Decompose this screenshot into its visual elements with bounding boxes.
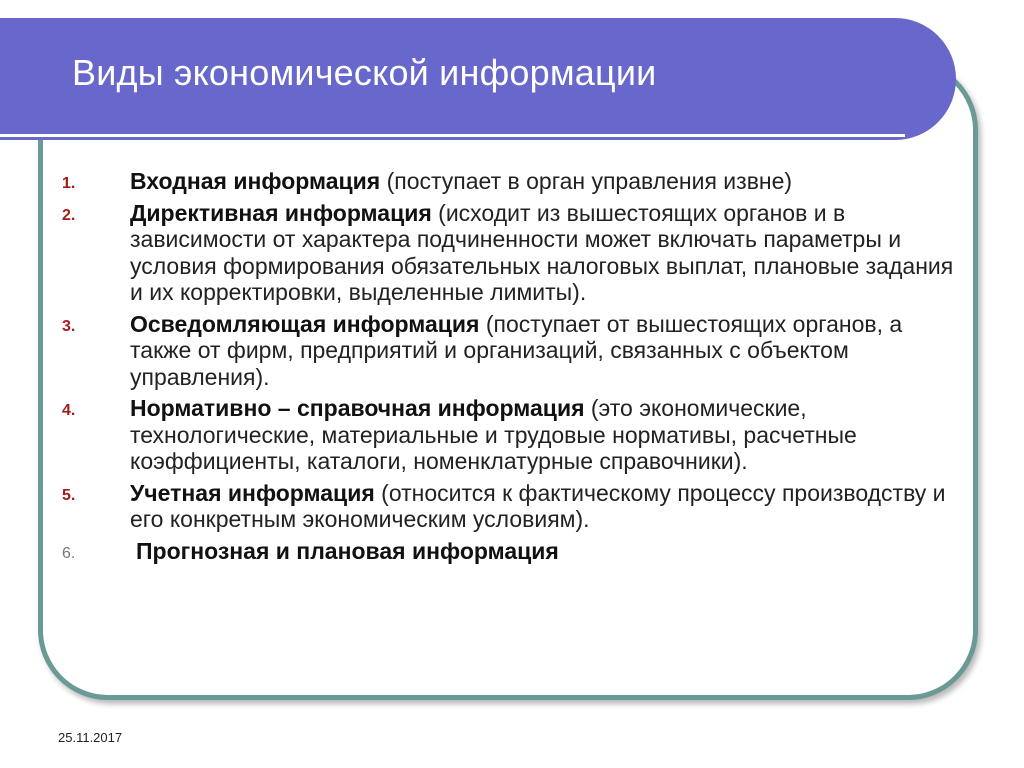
list-item-term: Осведомляющая информация bbox=[130, 310, 480, 337]
list-item-term: Нормативно – справочная информация bbox=[130, 395, 585, 421]
list-item-number: 3. bbox=[62, 317, 76, 335]
list-item bbox=[62, 480, 957, 533]
info-types-list bbox=[62, 168, 957, 569]
list-item-term: Прогнозная и плановая информация bbox=[136, 537, 559, 564]
list-item-term: Учетная информация bbox=[130, 479, 375, 506]
list-item-term: Входная информация bbox=[130, 168, 381, 194]
list-item-description: (поступает в орган управления извне) bbox=[380, 168, 793, 194]
title-underline bbox=[0, 134, 905, 137]
slide-title: Виды экономической информации bbox=[72, 52, 657, 93]
list-item-number: 1. bbox=[62, 175, 76, 192]
list-item bbox=[62, 538, 957, 565]
slide-date: 25.11.2017 bbox=[58, 730, 123, 745]
list-item-description: (относится к фактическому процессу производству и его конкретным экономическим условиям). bbox=[130, 479, 946, 532]
list-item bbox=[62, 168, 957, 195]
list-item-number: 6. bbox=[62, 544, 76, 562]
list-item-number: 4. bbox=[62, 402, 76, 419]
list-item-description: (поступает от вышестоящих органов, а также от фирм, предприятий и организаций, связанных с объектом управления). bbox=[130, 310, 903, 390]
list-item-term: Директивная информация bbox=[130, 199, 432, 226]
list-item bbox=[62, 395, 957, 475]
list-item bbox=[62, 311, 957, 391]
list-item-number: 2. bbox=[62, 206, 76, 224]
list-item-description: (исходит из вышестоящих органов и в зависимости от характера подчиненности может включать параметры и условия формирования обязательных налоговых выплат, плановые задания и их корректировки, выделенные лимиты). bbox=[130, 199, 954, 305]
list-item-description: (это экономические, технологические, материальные и трудовые нормативы, расчетные коэффициенты, каталоги, номенклатурные справочники). bbox=[130, 395, 857, 474]
list-item-number: 5. bbox=[62, 486, 76, 504]
list-item bbox=[62, 200, 957, 306]
